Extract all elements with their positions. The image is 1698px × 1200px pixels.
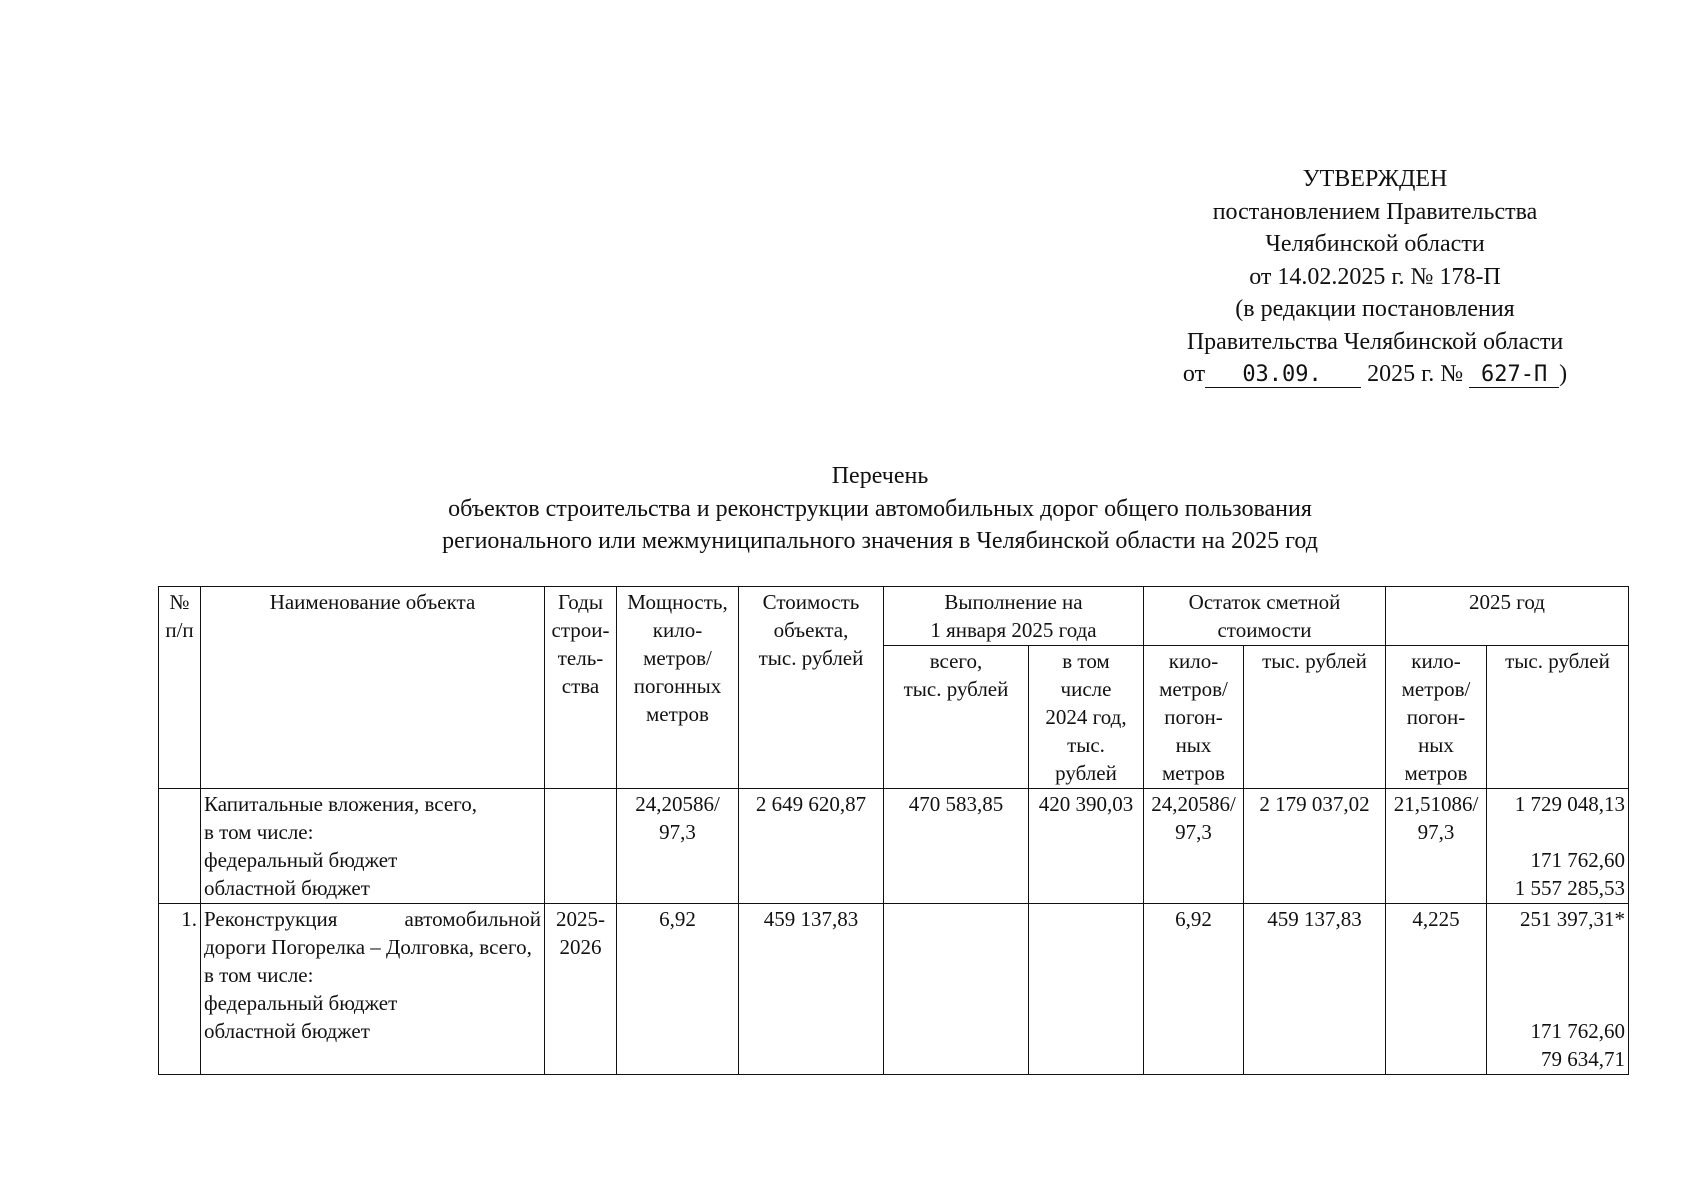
cell-2025-km: 21,51086/ 97,3 (1386, 789, 1487, 904)
cell-cost: 459 137,83 (739, 904, 884, 1075)
table-row (159, 789, 1629, 904)
cell-2025-km: 4,225 (1386, 904, 1487, 1075)
cell-done-2024 (1029, 904, 1144, 1075)
header-2025: 2025 год (1386, 587, 1629, 646)
cell-cost: 2 649 620,87 (739, 789, 884, 904)
header-row (159, 587, 1629, 646)
approval-title: УТВЕРЖДЕН (1302, 166, 1448, 192)
cell-years: 2025- 2026 (545, 904, 617, 1075)
approval-line: Правительства Челябинской области (1186, 328, 1564, 355)
cell-capacity: 6,92 (617, 904, 739, 1075)
header-2025-km: кило- метров/ погон- ных метров (1386, 646, 1487, 789)
ot-label: от (1182, 361, 1206, 387)
table-row (159, 904, 1629, 1075)
cell-2025-rub: 251 397,31* 171 762,60 79 634,71 (1487, 904, 1629, 1075)
title-line: регионального или межмуниципального значения в Челябинской области на 2025 год (442, 528, 1318, 554)
header-2025-rub: тыс. рублей (1487, 646, 1629, 789)
header-cost: Стоимость объекта, тыс. рублей (739, 587, 884, 789)
approval-line: Челябинской области (1265, 231, 1485, 257)
header-capacity: Мощность, кило- метров/ погонных метров (617, 587, 739, 789)
handwritten-date: 03.09. (1205, 363, 1361, 388)
cell-num (159, 789, 201, 904)
header-years: Годы строи- тель- ства (545, 587, 617, 789)
approval-line: (в редакции постановления (1235, 296, 1515, 322)
cell-name: Реконструкция автомобильной дороги Погорелка – Долговка, всего, в том числе: федеральный бюджет областной бюджет (201, 904, 545, 1075)
cell-done-total (884, 904, 1029, 1075)
cell-num: 1. (159, 904, 201, 1075)
close-paren: ) (1559, 361, 1568, 387)
approval-line: постановлением Правительства (1212, 198, 1538, 225)
cell-name: Капитальные вложения, всего, в том числе: федеральный бюджет областной бюджет (201, 789, 545, 904)
header-rest-rub: тыс. рублей (1244, 646, 1386, 789)
cell-done-2024: 420 390,03 (1029, 789, 1144, 904)
title-line: объектов строительства и реконструкции автомобильных дорог общего пользования (448, 495, 1312, 522)
header-done-total: всего, тыс. рублей (884, 646, 1029, 789)
cell-rest-rub: 2 179 037,02 (1244, 789, 1386, 904)
header-name: Наименование объекта (201, 587, 545, 789)
title-heading: Перечень (831, 463, 929, 489)
cell-years (545, 789, 617, 904)
approval-revision-line (1140, 358, 1610, 391)
header-rest-km: кило- метров/ погон- ных метров (1144, 646, 1244, 789)
header-done-2024: в том числе 2024 год, тыс. рублей (1029, 646, 1144, 789)
approval-line: от 14.02.2025 г. № 178-П (1249, 263, 1501, 290)
header-done: Выполнение на 1 января 2025 года (884, 587, 1144, 646)
handwritten-number: 627-П (1469, 363, 1559, 388)
cell-done-total: 470 583,85 (884, 789, 1029, 904)
header-rest: Остаток сметной стоимости (1144, 587, 1386, 646)
header-num: № п/п (159, 587, 201, 789)
approval-stamp (1140, 163, 1610, 391)
year-label: 2025 г. № (1367, 361, 1464, 387)
cell-rest-km: 24,20586/ 97,3 (1144, 789, 1244, 904)
document-title (300, 460, 1460, 558)
cell-capacity: 24,20586/ 97,3 (617, 789, 739, 904)
cell-rest-km: 6,92 (1144, 904, 1244, 1075)
cell-rest-rub: 459 137,83 (1244, 904, 1386, 1075)
objects-table (158, 586, 1629, 1075)
cell-2025-rub: 1 729 048,13 171 762,60 1 557 285,53 (1487, 789, 1629, 904)
